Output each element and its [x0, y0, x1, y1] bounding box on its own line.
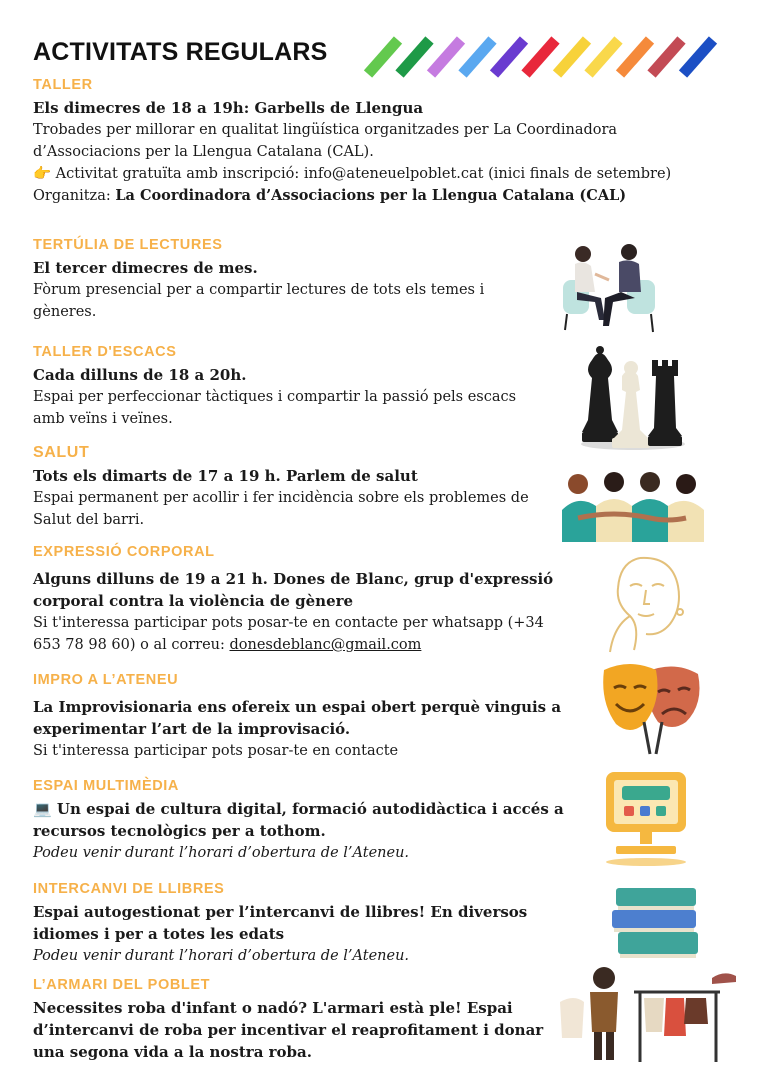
- computer-icon: [600, 768, 692, 868]
- rainbow-stripes: [362, 34, 722, 80]
- page-title: ACTIVITATS REGULARS: [33, 38, 328, 66]
- pointing-hand-icon: 👉: [33, 166, 52, 182]
- stripe-9: [620, 40, 650, 74]
- escacs-description: Espai per perfeccionar tàctiques i compartir la passió pels escacs amb veïns i veïnes.: [33, 389, 517, 427]
- book-stack-icon: [608, 886, 704, 960]
- chess-pieces-icon: [578, 340, 688, 452]
- multimedia-description: 💻 Un espai de cultura digital, formació autodidàctica i accés a recursos tecnològics per a tothom.: [33, 800, 564, 840]
- llibres-hours: Podeu venir durant l’horari d’obertura de l’Ateneu.: [33, 948, 410, 964]
- stripe-7: [557, 40, 587, 74]
- section-heading: TERTÚLIA DE LECTURES: [33, 237, 223, 253]
- email-link[interactable]: donesdeblanc@gmail.com: [229, 637, 422, 653]
- salut-schedule: Tots els dimarts de 17 a 19 h. Parlem de salut: [33, 467, 418, 485]
- group-hug-icon: [558, 470, 708, 542]
- salut-description: Espai permanent per acollir i fer incidència sobre els problemes de Salut del barri.: [33, 490, 529, 528]
- woman-face-line-icon: [600, 552, 690, 656]
- taller-description: Trobades per millorar en qualitat lingüística organitzades per La Coordinadora d’Associacions per la Llengua Catalana (CAL).: [33, 122, 618, 160]
- tertulia-schedule: El tercer dimecres de mes.: [33, 259, 258, 277]
- stripe-1: [368, 40, 398, 74]
- stripe-10: [652, 40, 682, 74]
- stripe-3: [431, 40, 461, 74]
- section-heading: L’ARMARI DEL POBLET: [33, 977, 211, 993]
- section-heading: INTERCANVI DE LLIBRES: [33, 881, 225, 897]
- expressio-contact: Si t'interessa participar pots posar-te en contacte per whatsapp (+34 653 78 98 60) o al correu: donesdeblanc@gmail.com: [33, 615, 544, 653]
- section-heading: ESPAI MULTIMÈDIA: [33, 778, 180, 794]
- escacs-schedule: Cada dilluns de 18 a 20h.: [33, 366, 247, 384]
- stripe-2: [400, 40, 430, 74]
- stripe-6: [526, 40, 556, 74]
- llibres-description: Espai autogestionat per l’intercanvi de llibres! En diversos idiomes i per a totes les edats: [33, 903, 528, 943]
- section-armari: [33, 976, 553, 1063]
- section-expressio: [33, 543, 558, 656]
- stripe-4: [463, 40, 493, 74]
- section-taller: [33, 76, 693, 207]
- section-llibres: [33, 880, 563, 967]
- multimedia-hours: Podeu venir durant l’horari d’obertura de l’Ateneu.: [33, 845, 410, 861]
- section-impro: [33, 671, 593, 762]
- section-escacs: [33, 343, 523, 430]
- two-women-talking-icon: [555, 240, 665, 340]
- taller-registration: 👉 Activitat gratuïta amb inscripció: info@ateneuelpoblet.cat (inici finals de setembre): [33, 166, 672, 182]
- section-multimedia: [33, 777, 583, 864]
- section-heading: SALUT: [33, 444, 90, 461]
- stripe-8: [589, 40, 619, 74]
- theatre-masks-icon: [600, 658, 704, 756]
- armari-description: Necessites roba d'infant o nadó? L'armari està ple! Espai d’intercanvi de roba per incentivar el reaprofitament i donar una segona vida a la nostra roba.: [33, 999, 544, 1061]
- section-tertulia: [33, 236, 528, 323]
- clothes-rack-icon: [560, 962, 740, 1066]
- stripe-11: [683, 40, 713, 74]
- laptop-icon: 💻: [33, 800, 52, 818]
- taller-schedule: Els dimecres de 18 a 19h: Garbells de Llengua: [33, 99, 424, 117]
- section-heading: TALLER: [33, 77, 93, 93]
- section-heading: IMPRO A L’ATENEU: [33, 672, 179, 688]
- stripe-5: [494, 40, 524, 74]
- taller-organizer: Organitza: La Coordinadora d’Associacions per la Llengua Catalana (CAL): [33, 187, 627, 204]
- section-salut: [33, 444, 533, 531]
- section-heading: EXPRESSIÓ CORPORAL: [33, 544, 215, 560]
- impro-contact: Si t'interessa participar pots posar-te en contacte: [33, 743, 399, 759]
- section-heading: TALLER D'ESCACS: [33, 344, 177, 360]
- tertulia-description: Fòrum presencial per a compartir lectures de tots els temes i gèneres.: [33, 282, 485, 320]
- impro-description: La Improvisionaria ens ofereix un espai obert perquè vinguis a experimentar l’art de la improvisació.: [33, 698, 562, 738]
- expressio-schedule: Alguns dilluns de 19 a 21 h. Dones de Blanc, grup d'expressió corporal contra la violència de gènere: [33, 570, 554, 610]
